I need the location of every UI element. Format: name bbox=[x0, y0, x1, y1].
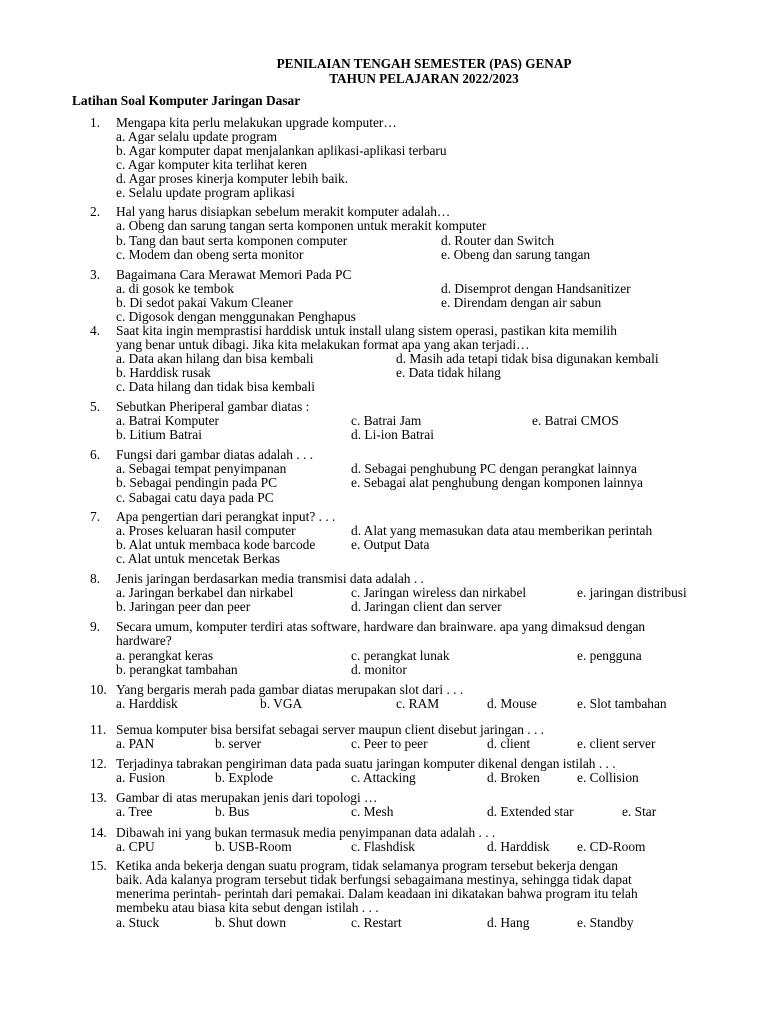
answer-option: e. Data tidak hilang bbox=[396, 365, 501, 380]
answer-option: c. Alat untuk mencetak Berkas bbox=[116, 551, 280, 566]
answer-option: e. client server bbox=[577, 736, 656, 751]
answer-option: a. Jaringan berkabel dan nirkabel bbox=[116, 585, 294, 600]
question-text: Terjadinya tabrakan pengiriman data pada suatu jaringan komputer dikenal dengan istilah . . . bbox=[116, 756, 616, 771]
question-number: 5. bbox=[90, 399, 101, 414]
question-text: Sebutkan Pheriperal gambar diatas : bbox=[116, 399, 310, 414]
question-text: Saat kita ingin memprastisi harddisk untuk install ulang sistem operasi, pastikan kita memilih bbox=[116, 323, 617, 338]
question-number: 14. bbox=[90, 825, 107, 840]
question-number: 9. bbox=[90, 619, 101, 634]
question-text: membeku atau biasa kita sebut dengan istilah . . . bbox=[116, 900, 379, 915]
question-text: baik. Ada kalanya program tersebut tidak berfungsi sebagaimana mestinya, sehingga tidak dapat bbox=[116, 872, 632, 887]
answer-option: e. CD-Room bbox=[577, 839, 646, 854]
answer-option: a. Harddisk bbox=[116, 696, 178, 711]
answer-option: b. VGA bbox=[260, 696, 303, 711]
answer-option: d. Li-ion Batrai bbox=[351, 427, 434, 442]
answer-option: c. Data hilang dan tidak bisa kembali bbox=[116, 379, 315, 394]
question-text: Mengapa kita perlu melakukan upgrade komputer… bbox=[116, 115, 397, 130]
answer-option: d. Jaringan client dan server bbox=[351, 599, 502, 614]
answer-option: c. Modem dan obeng serta monitor bbox=[116, 247, 304, 262]
answer-option: d. Hang bbox=[487, 915, 530, 930]
answer-option: d. Agar proses kinerja komputer lebih baik. bbox=[116, 171, 349, 186]
answer-option: e. Selalu update program aplikasi bbox=[116, 185, 295, 200]
answer-option: c. Attacking bbox=[351, 770, 416, 785]
answer-option: a. Proses keluaran hasil computer bbox=[116, 523, 296, 538]
answer-option: b. Shut down bbox=[215, 915, 287, 930]
question-number: 7. bbox=[90, 509, 101, 524]
answer-option: c. Batrai Jam bbox=[351, 413, 422, 428]
answer-option: c. Peer to peer bbox=[351, 736, 428, 751]
answer-option: c. Mesh bbox=[351, 804, 394, 819]
answer-option: b. Alat untuk membaca kode barcode bbox=[116, 537, 316, 552]
answer-option: a. Tree bbox=[116, 804, 153, 819]
question-text: Semua komputer bisa bersifat sebagai server maupun client disebut jaringan . . . bbox=[116, 722, 545, 737]
question-text: Gambar di atas merupakan jenis dari topologi … bbox=[116, 790, 378, 805]
question-number: 8. bbox=[90, 571, 101, 586]
answer-option: b. Litium Batrai bbox=[116, 427, 202, 442]
answer-option: a. Sebagai tempat penyimpanan bbox=[116, 461, 287, 476]
question-number: 12. bbox=[90, 756, 107, 771]
answer-option: b. Di sedot pakai Vakum Cleaner bbox=[116, 295, 293, 310]
question-text: Apa pengertian dari perangkat input? . . . bbox=[116, 509, 336, 524]
answer-option: b. Agar komputer dapat menjalankan aplikasi-aplikasi terbaru bbox=[116, 143, 447, 158]
question-text: Dibawah ini yang bukan termasuk media penyimpanan data adalah . . . bbox=[116, 825, 496, 840]
answer-option: b. Bus bbox=[215, 804, 250, 819]
academic-year: TAHUN PELAJARAN 2022/2023 bbox=[329, 71, 519, 86]
question-text: Yang bergaris merah pada gambar diatas merupakan slot dari . . . bbox=[116, 682, 464, 697]
answer-option: c. perangkat lunak bbox=[351, 648, 450, 663]
question-text: hardware? bbox=[116, 633, 172, 648]
answer-option: a. Fusion bbox=[116, 770, 166, 785]
question-text: Jenis jaringan berdasarkan media transmisi data adalah . . bbox=[116, 571, 424, 586]
answer-option: d. Alat yang memasukan data atau memberikan perintah bbox=[351, 523, 653, 538]
question-text: Ketika anda bekerja dengan suatu program, tidak selamanya program tersebut bekerja dengan bbox=[116, 858, 618, 873]
question-text: Fungsi dari gambar diatas adalah . . . bbox=[116, 447, 314, 462]
answer-option: d. Router dan Switch bbox=[441, 233, 555, 248]
answer-option: a. Agar selalu update program bbox=[116, 129, 278, 144]
answer-option: b. Jaringan peer dan peer bbox=[116, 599, 251, 614]
answer-option: a. Stuck bbox=[116, 915, 160, 930]
answer-option: d. Broken bbox=[487, 770, 540, 785]
answer-option: c. Agar komputer kita terlihat keren bbox=[116, 157, 308, 172]
question-text: Hal yang harus disiapkan sebelum merakit komputer adalah… bbox=[116, 204, 451, 219]
answer-option: c. Jaringan wireless dan nirkabel bbox=[351, 585, 527, 600]
answer-option: c. RAM bbox=[396, 696, 440, 711]
answer-option: a. Obeng dan sarung tangan serta komponen untuk merakit komputer bbox=[116, 218, 487, 233]
answer-option: d. Harddisk bbox=[487, 839, 550, 854]
question-number: 4. bbox=[90, 323, 101, 338]
answer-option: a. perangkat keras bbox=[116, 648, 214, 663]
answer-option: e. Obeng dan sarung tangan bbox=[441, 247, 591, 262]
answer-option: d. Masih ada tetapi tidak bisa digunakan kembali bbox=[396, 351, 659, 366]
answer-option: b. Tang dan baut serta komponen computer bbox=[116, 233, 348, 248]
question-number: 11. bbox=[90, 722, 107, 737]
answer-option: a. di gosok ke tembok bbox=[116, 281, 234, 296]
answer-option: e. Output Data bbox=[351, 537, 430, 552]
answer-option: c. Restart bbox=[351, 915, 402, 930]
answer-option: c. Flashdisk bbox=[351, 839, 415, 854]
question-number: 1. bbox=[90, 115, 101, 130]
answer-option: e. Batrai CMOS bbox=[532, 413, 619, 428]
question-number: 15. bbox=[90, 858, 107, 873]
answer-option: b. Harddisk rusak bbox=[116, 365, 211, 380]
answer-option: d. Mouse bbox=[487, 696, 537, 711]
answer-option: e. pengguna bbox=[577, 648, 642, 663]
question-text: yang benar untuk dibagi. Jika kita melakukan format apa yang akan terjadi… bbox=[116, 337, 530, 352]
answer-option: e. Direndam dengan air sabun bbox=[441, 295, 602, 310]
answer-option: d. Extended star bbox=[487, 804, 574, 819]
answer-option: b. USB-Room bbox=[215, 839, 292, 854]
answer-option: e. Slot tambahan bbox=[577, 696, 667, 711]
question-text: Secara umum, komputer terdiri atas software, hardware dan brainware. apa yang dimaksud dengan bbox=[116, 619, 646, 634]
answer-option: e. Standby bbox=[577, 915, 634, 930]
answer-option: b. Explode bbox=[215, 770, 274, 785]
answer-option: e. Collision bbox=[577, 770, 639, 785]
answer-option: b. perangkat tambahan bbox=[116, 662, 238, 677]
answer-option: a. CPU bbox=[116, 839, 155, 854]
answer-option: c. Digosok dengan menggunakan Penghapus bbox=[116, 309, 356, 324]
question-number: 6. bbox=[90, 447, 101, 462]
question-number: 2. bbox=[90, 204, 101, 219]
answer-option: b. server bbox=[215, 736, 262, 751]
answer-option: d. Disemprot dengan Handsanitizer bbox=[441, 281, 631, 296]
question-number: 3. bbox=[90, 267, 101, 282]
answer-option: a. Batrai Komputer bbox=[116, 413, 219, 428]
question-number: 10. bbox=[90, 682, 107, 697]
answer-option: a. Data akan hilang dan bisa kembali bbox=[116, 351, 314, 366]
subject-heading: Latihan Soal Komputer Jaringan Dasar bbox=[72, 93, 301, 108]
answer-option: a. PAN bbox=[116, 736, 155, 751]
question-number: 13. bbox=[90, 790, 107, 805]
question-text: menerima perintah- perintah dari pemakai. Dalam keadaan ini dikatakan bahwa program itu telah bbox=[116, 886, 638, 901]
answer-option: e. jaringan distribusi bbox=[577, 585, 687, 600]
answer-option: d. monitor bbox=[351, 662, 407, 677]
answer-option: d. client bbox=[487, 736, 531, 751]
answer-option: b. Sebagai pendingin pada PC bbox=[116, 475, 278, 490]
answer-option: d. Sebagai penghubung PC dengan perangkat lainnya bbox=[351, 461, 637, 476]
answer-option: e. Star bbox=[622, 804, 657, 819]
document-title: PENILAIAN TENGAH SEMESTER (PAS) GENAP bbox=[276, 56, 572, 71]
answer-option: c. Sabagai catu daya pada PC bbox=[116, 490, 274, 505]
question-text: Bagaimana Cara Merawat Memori Pada PC bbox=[116, 267, 352, 282]
answer-option: e. Sebagai alat penghubung dengan komponen lainnya bbox=[351, 475, 643, 490]
